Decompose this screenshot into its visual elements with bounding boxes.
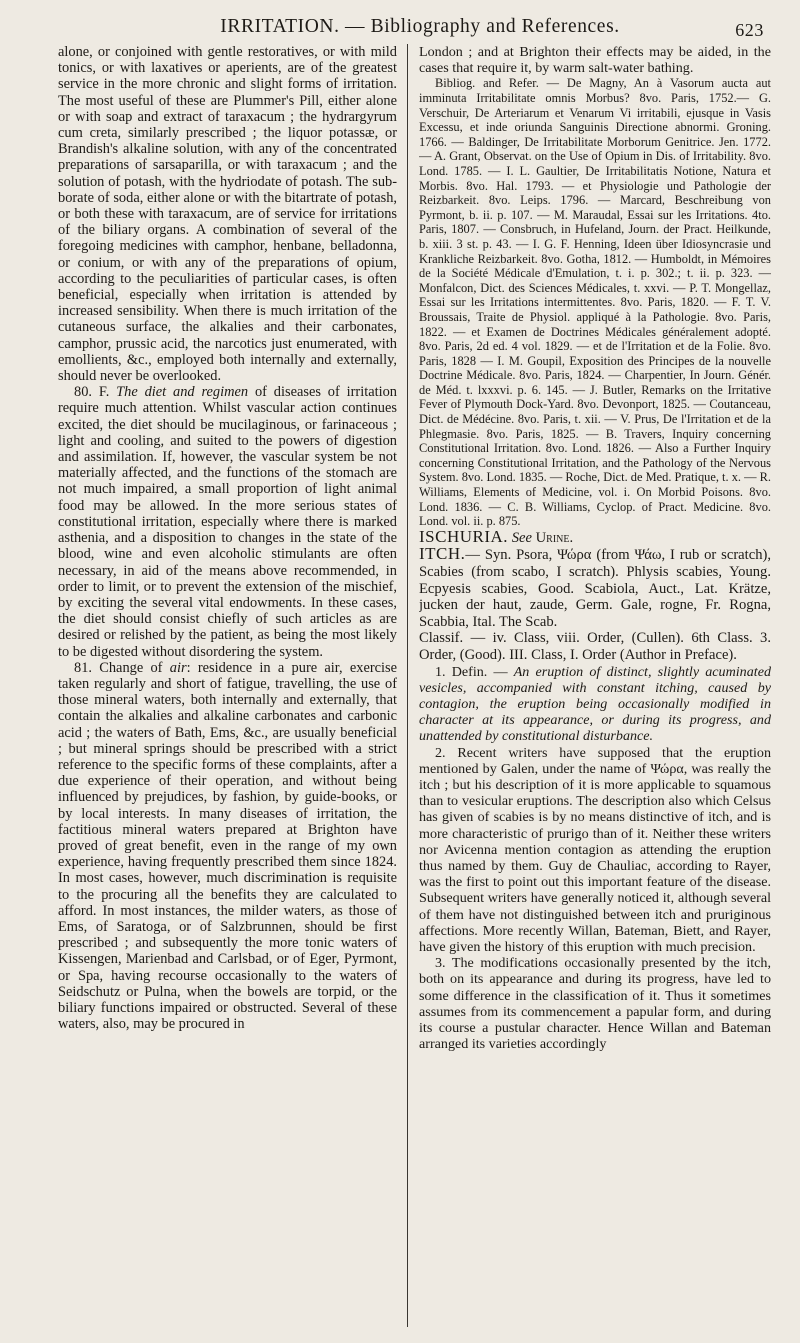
left-column [58,44,397,1335]
paragraph-modifications: 3. The modifications occasionally presented by the itch, both on its appearance and during its progress, have led to some difference in the classification of it. Thus it sometimes assumes from its commencement a papular form, and during its course a pustular character. Hence Willan and Bateman arranged its varieties accordingly [419,955,771,1053]
bibliography: Bibliog. and Refer. — De Magny, An à Vasorum aucta aut imminuta Irritabilitate omnis Morbus? 8vo. Paris, 1752.— G. Verschuir, De Arteriarum et Venarum Vi irritabili, ejusque in Vasis Excessu, et inde oriunda Sanguinis Directione abnormi. Groning. 1766. — Baldinger, De Irritabilitate Morborum Genitrice. Jen. 1772. — A. Grant, Observat. on the Use of Opium in Dis. of Irritability. 8vo. Lond. 1785. — I. L. Gaultier, De Irritabilitatis Notione, Natura et Morbis. 8vo. Hal. 1793. — et Physiologie und Pathologie der Reizbarkeit. 8vo. Leips. 1796. — Marcard, Beschreibung von Pyrmont, b. ii. p. 107. — M. Maraudal, Essai sur les Irritations. 4to. Paris, 1807. — Consbruch, in Hufeland, Journ. der Pract. Heilkunde, b. xiii. 3 st. p. 43. — I. G. F. Henning, Ideen über Idiosyncrasie und Krankliche Reizbarkeit. 8vo. Gotha, 1812. — Humboldt, in Mémoires de la Société Médicale d'Emulation, t. i. p. 302.; t. ii. p. 323. — Monfalcon, Dict. des Sciences Médicales, t. xxvi. — P. T. Mongellaz, Essai sur les Irritations intermittentes. 8vo. Paris, 1820. — F. T. V. Broussais, Traite de Physiol. appliqué à la Pathologie. 8vo. Paris, 1822. — et Examen de Doctrines Médicales généralement adopté. 8vo. Paris, 2d ed. 4 vol. 1829. — et de l'Irritation et de la Folie. 8vo. Paris, 1828 — I. M. Goupil, Exposition des Principes de la nouvelle Doctrine Médicale. 8vo. Paris, 1824. — Charpentier, In Journ. Génér. de Méd. t. lxxxvi. p. 6. 145. — J. Butler, Remarks on the Irritative Fever of Plymouth Dock-Yard. 8vo. Devonport, 1825. — Coutanceau, Dict. de Médécine. 8vo. Paris, t. xii. — V. Prus, De l'Irritation et de la Phlegmasie. 8vo. Paris, 1825. — B. Travers, Inquiry concerning Constitutional Irritation. 8vo. Lond. 1826. — Also a Further Inquiry concerning Constitutional Irritation, and the Pathology of the Nervous System. 8vo. Lond. 1835. — Roche, Dict. de Med. Pratique, t. x. — R. Williams, Elements of Medicine, vol. i. On Morbid Poisons. 8vo. Lond. 1836. — C. B. Williams, Cyclop. of Pract. Medicine. 8vo. Lond. vol. ii. p. 875. [419,76,771,529]
paragraph-text: of diseases of irritation require much attention. Whilst vascular action continues excited, the diet should be mucilaginous, or farinaceous ; light and cooling, and suited to the powers of digestion and assimilation. If, however, the vascular system be not materially affected, and the functions of the stomach are not much impaired, a small proportion of light animal food may be allowed. In the more serious states of constitutional irritation, especially where there is marked asthenia, and a disposition to changes in the state of the blood, wine and even alcoholic stimulants are often necessary, in aid of the means above recommended, in order to limit, or to prevent the extension of the mischief, by exciting the several vital endowments. In these cases, the diet should consist chiefly of such articles as are desired or relished by the patient, as being the most likely to be digested without disordering the system. [58,384,397,660]
paragraph-remedies: alone, or conjoined with gentle restoratives, or with mild tonics, or with laxatives or aperients, are of the greatest service in the more chronic and slight forms of irritation. The most useful of these are Plummer's Pill, either alone or with soap and extract of taraxacum ; the hydrargyrum cum creta, similarly prescribed ; the liquor potassæ, or Brandish's alkaline solution, with any of the concentrated preparations of sarsaparilla, or with taraxacum ; and the solution of potash, with the hydriodate of potash. The sub-borate of soda, either alone or with the bitartrate of potash, or both these with taraxacum, are of service for irritations of the biliary organs. A combination of several of the foregoing medicines with camphor, henbane, belladonna, or conium, or with any of the preparations of opium, according to the peculiarities of particular cases, is often beneficial, especially when irritation is attended by increased sensibility. When there is much irritation of the cutaneous surface, the alkalies and their carbonates, camphor, prussic acid, the narcotics just enumerated, with emollients, &c., employed both internally and externally, should never be overlooked. [58,44,397,385]
paragraph-history: 2. Recent writers have supposed that the eruption mentioned by Galen, under the name of Ψώρα, was really the itch ; but his description of it is more applicable to squamous than to vesicular eruptions. The description also which Celsus has given of scabies is by no means distinctive of itch, and is more characteristic of prurigo than of it. Neither these writers nor Avicenna mention contagion as attending the eruption thus named by them. Guy de Chauliac, according to Rayer, was the first to point out this important feature of the disease. Subsequent writers have generally noticed it, although several of them have not distinguished between itch and pruriginous affections. More recently Willan, Bateman, Biett, and Rayer, have given the history of this eruption with much precision. [419,744,771,956]
paragraph-change-of-air [58,660,397,1033]
running-header [68,16,772,46]
synonyms: — Syn. Psora, Ψώρα (from Ψάω, I rub or scratch), Scabies (from scabo, I scratch). Phlysis scabies, Young. Ecpyesis scabies, Good. Scabiola, Auct., Lat. Krätze, jucken der haut, zaude, Germ. Gale, rogne, Fr. Rogna, Scabbia, Ital. The Scab. [419,547,771,630]
section-label: 81. Change of [74,659,163,676]
running-title: IRRITATION. — Bibliography and References. [220,16,620,37]
classification: Classif. — iv. Class, viii. Order, (Cullen). 6th Class. 3. Order, (Good). III. Class, I. Order (Author in Preface). [419,630,771,663]
section-title: air [169,659,187,676]
column-divider [407,44,408,1327]
section-title: The diet and regimen [116,384,249,401]
see-label: See [511,529,532,546]
entry-heading: ISCHURIA. [419,526,509,546]
page-number: 623 [735,20,764,40]
paragraph-diet [58,384,397,659]
right-column [419,44,771,1335]
paragraph-continuation: London ; and at Brighton their effects may be aided, in the cases that require it, by warm salt-water bathing. [419,44,771,77]
entry-heading: ITCH. [419,544,466,564]
cross-reference-link[interactable]: Urine. [535,529,574,546]
entry-itch [419,546,771,630]
definition-text: An eruption of distinct, slightly acuminated vesicles, accompanied with constant itching, caused by contagion, the eruption being occasionally modified in character at its appearance, or during its progress, and unattended by constitutional disturbance. [419,663,771,745]
section-label: 1. Defin. — [435,663,508,680]
paragraph-text: : residence in a pure air, exercise taken regularly and short of fatigue, travelling, the use of those mineral waters, both internally and externally, that contain the alkalies and alkaline carbonates and carbonic acid ; the waters of Bath, Ems, &c., are usually beneficial ; but mineral springs should be prescribed with a strict reference to the specific forms of these complaints, after a due experience of their operation, and without being influenced by prejudices, by fashion, by guide-books, or by local interests. In many diseases of irritation, the factitious mineral waters prepared at Brighton have proved of great benefit, even in the range of my own experience, having frequently prescribed them since 1824. In most cases, however, much discrimination is requisite to the procuring all the benefits they are calculated to afford. In most instances, the milder waters, as those of Ems, of Saratoga, or of Salzbrunnen, should be first prescribed ; and subsequently the more tonic waters of Kissengen, Marienbad and Carlsbad, or of Eger, Pyrmont, or Spa, having recourse occasionally to the waters of Seidschutz or Pulna, when the bowels are torpid, or the biliary functions impaired or obstructed. Several of these waters, also, may be procured in [58,659,397,1033]
entry-ischuria [419,526,771,547]
paragraph-definition [419,664,771,745]
section-label: 80. F. [74,384,110,401]
